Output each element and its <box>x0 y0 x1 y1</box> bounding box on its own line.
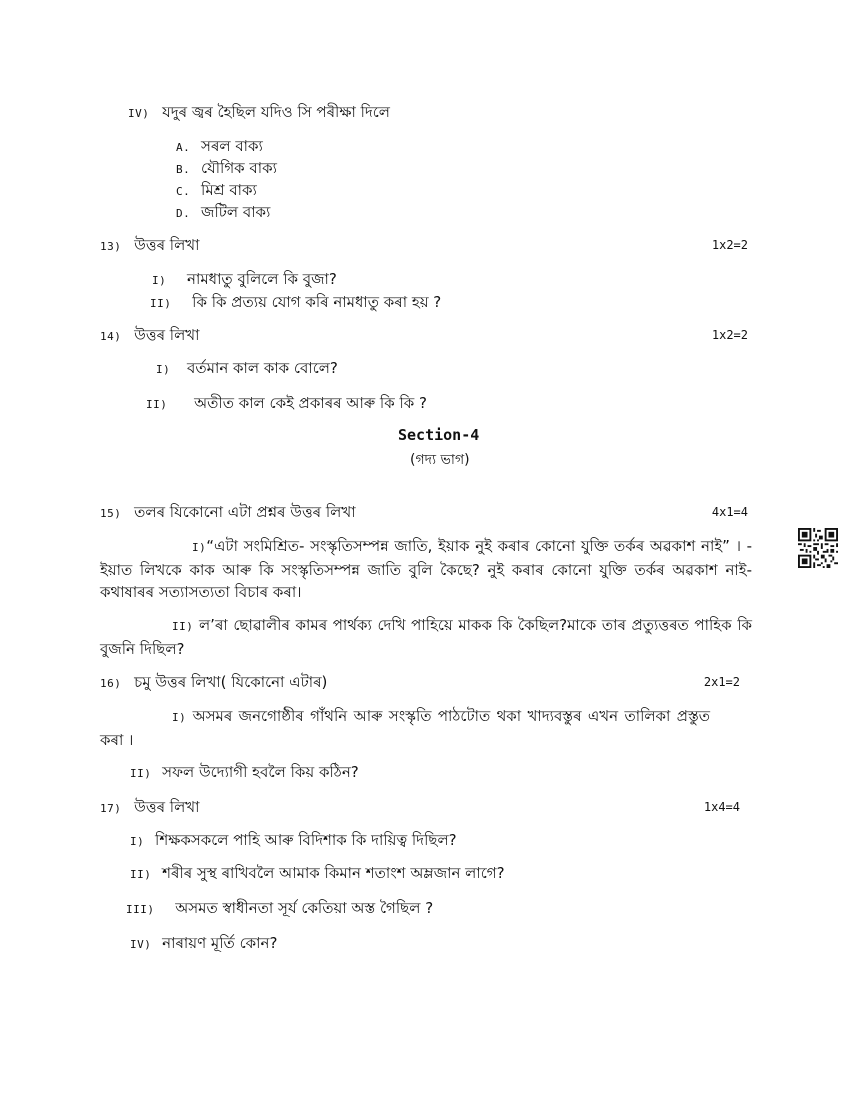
q16-item-2 <box>130 762 359 784</box>
item-text: নাৰায়ণ মূৰ্তি কোন? <box>162 934 278 952</box>
section-subtitle: (গদ্য ভাগ) <box>410 452 470 468</box>
question-number: 13) <box>100 240 122 253</box>
q15-heading <box>100 502 356 524</box>
item-text: কি কি প্ৰত্যয় যোগ কৰি নামধাতু কৰা হয় ? <box>192 293 442 311</box>
item-number: II) <box>150 297 172 310</box>
item-text: “এটা সংমিশ্ৰিত- সংস্কৃতিসম্পন্ন জাতি, ইয়াক নুই কৰাৰ কোনো যুক্তি তৰ্কৰ অৱকাশ নাই” । - ইয়াত লিখকে কাক আৰু কি সংস্কৃতিসম্পন্ন জাতি বুলি কৈছে? নুই কৰাৰ কোনো যুক্তি তৰ্কৰ অৱকাশ নাই- কথাষাৰৰ সত্যাসত্যতা বিচাৰ কৰা। <box>100 537 752 601</box>
q13-marks: 1x2=2 <box>711 238 748 252</box>
item-number: III) <box>126 903 155 916</box>
question-number: 15) <box>100 507 122 520</box>
option-letter: B. <box>176 163 191 176</box>
question-number: 14) <box>100 330 122 343</box>
item-text: ল’ৰা ছোৱালীৰ কামৰ পাৰ্থক্য দেখি পাহিয়ে মাকক কি কৈছিল?মাকে তাৰ প্ৰত্যুত্তৰত পাহিক কি বুজনি দিছিল? <box>100 616 752 658</box>
question-title: তলৰ যিকোনো এটা প্ৰশ্নৰ উত্তৰ লিখা <box>134 503 356 521</box>
option-text: মিশ্ৰ বাক্য <box>201 181 257 199</box>
item-number: II) <box>130 868 152 881</box>
item-text: অসমৰ জনগোষ্ঠীৰ গাঁথনি আৰু সংস্কৃতি পাঠটোত থকা খাদ্যবস্তুৰ এখন তালিকা প্ৰস্তুত কৰা । <box>100 707 710 749</box>
qr-code-icon <box>798 528 838 568</box>
item-number: I) <box>156 363 171 376</box>
question-title: উত্তৰ লিখা <box>134 236 200 254</box>
question-number: 17) <box>100 802 122 815</box>
q14-item-1 <box>156 358 338 380</box>
q17-marks: 1x4=4 <box>703 800 740 814</box>
q17-item-1 <box>130 830 457 852</box>
q12-iv-line <box>128 102 390 124</box>
option-d <box>176 202 270 224</box>
option-b <box>176 158 277 180</box>
q14-item-2 <box>146 393 427 415</box>
question-text: যদুৰ জ্বৰ হৈছিল যদিও সি পৰীক্ষা দিলে <box>162 103 390 121</box>
q13-item-1 <box>152 269 337 291</box>
q15-item-1 <box>100 535 752 603</box>
option-c <box>176 180 257 202</box>
item-text: অতীত কাল কেই প্ৰকাৰৰ আৰু কি কি ? <box>194 394 427 412</box>
item-text: শিক্ষকসকলে পাহি আৰু বিদিশাক কি দায়িত্ব দিছিল? <box>155 831 457 849</box>
option-text: সৰল বাক্য <box>201 137 263 155</box>
q16-item-1 <box>100 705 710 751</box>
q14-marks: 1x2=2 <box>711 328 748 342</box>
option-letter: C. <box>176 185 191 198</box>
q17-item-3 <box>126 898 433 920</box>
item-text: নামধাতু বুলিলে কি বুজা? <box>187 270 337 288</box>
q17-heading <box>100 797 199 819</box>
item-number: I) <box>130 835 145 848</box>
item-number: II) <box>146 398 168 411</box>
item-number: IV) <box>130 938 152 951</box>
question-number: 16) <box>100 677 122 690</box>
q16-marks: 2x1=2 <box>703 675 740 689</box>
item-number: I) <box>192 541 207 554</box>
item-number: I) <box>152 274 167 287</box>
item-number: IV) <box>128 107 150 120</box>
item-text: শৰীৰ সুস্থ ৰাখিবলৈ আমাক কিমান শতাংশ অম্লজান লাগে? <box>162 864 505 882</box>
q14-heading <box>100 325 199 347</box>
q17-item-2 <box>130 863 505 885</box>
question-title: চমু উত্তৰ লিখা( যিকোনো এটাৰ) <box>134 673 328 691</box>
item-text: অসমত স্বাধীনতা সূৰ্য কেতিয়া অস্ত গৈছিল ? <box>175 899 434 917</box>
section-title: Section-4 <box>398 426 480 444</box>
question-title: উত্তৰ লিখা <box>134 326 200 344</box>
q15-item-2 <box>100 614 752 660</box>
item-number: I) <box>172 711 187 724</box>
option-letter: D. <box>176 207 191 220</box>
item-text: বৰ্তমান কাল কাক বোলে? <box>187 359 338 377</box>
item-text: সফল উদ্যোগী হবলৈ কিয় কঠিন? <box>162 763 359 781</box>
q13-item-2 <box>150 292 441 314</box>
option-a <box>176 136 263 158</box>
question-title: উত্তৰ লিখা <box>134 798 200 816</box>
q13-heading <box>100 235 199 257</box>
option-text: যৌগিক বাক্য <box>201 159 277 177</box>
item-number: II) <box>172 620 194 633</box>
option-letter: A. <box>176 141 191 154</box>
q16-heading <box>100 672 327 694</box>
item-number: II) <box>130 767 152 780</box>
q15-marks: 4x1=4 <box>711 505 748 519</box>
option-text: জটিল বাক্য <box>201 203 271 221</box>
q17-item-4 <box>130 933 277 955</box>
